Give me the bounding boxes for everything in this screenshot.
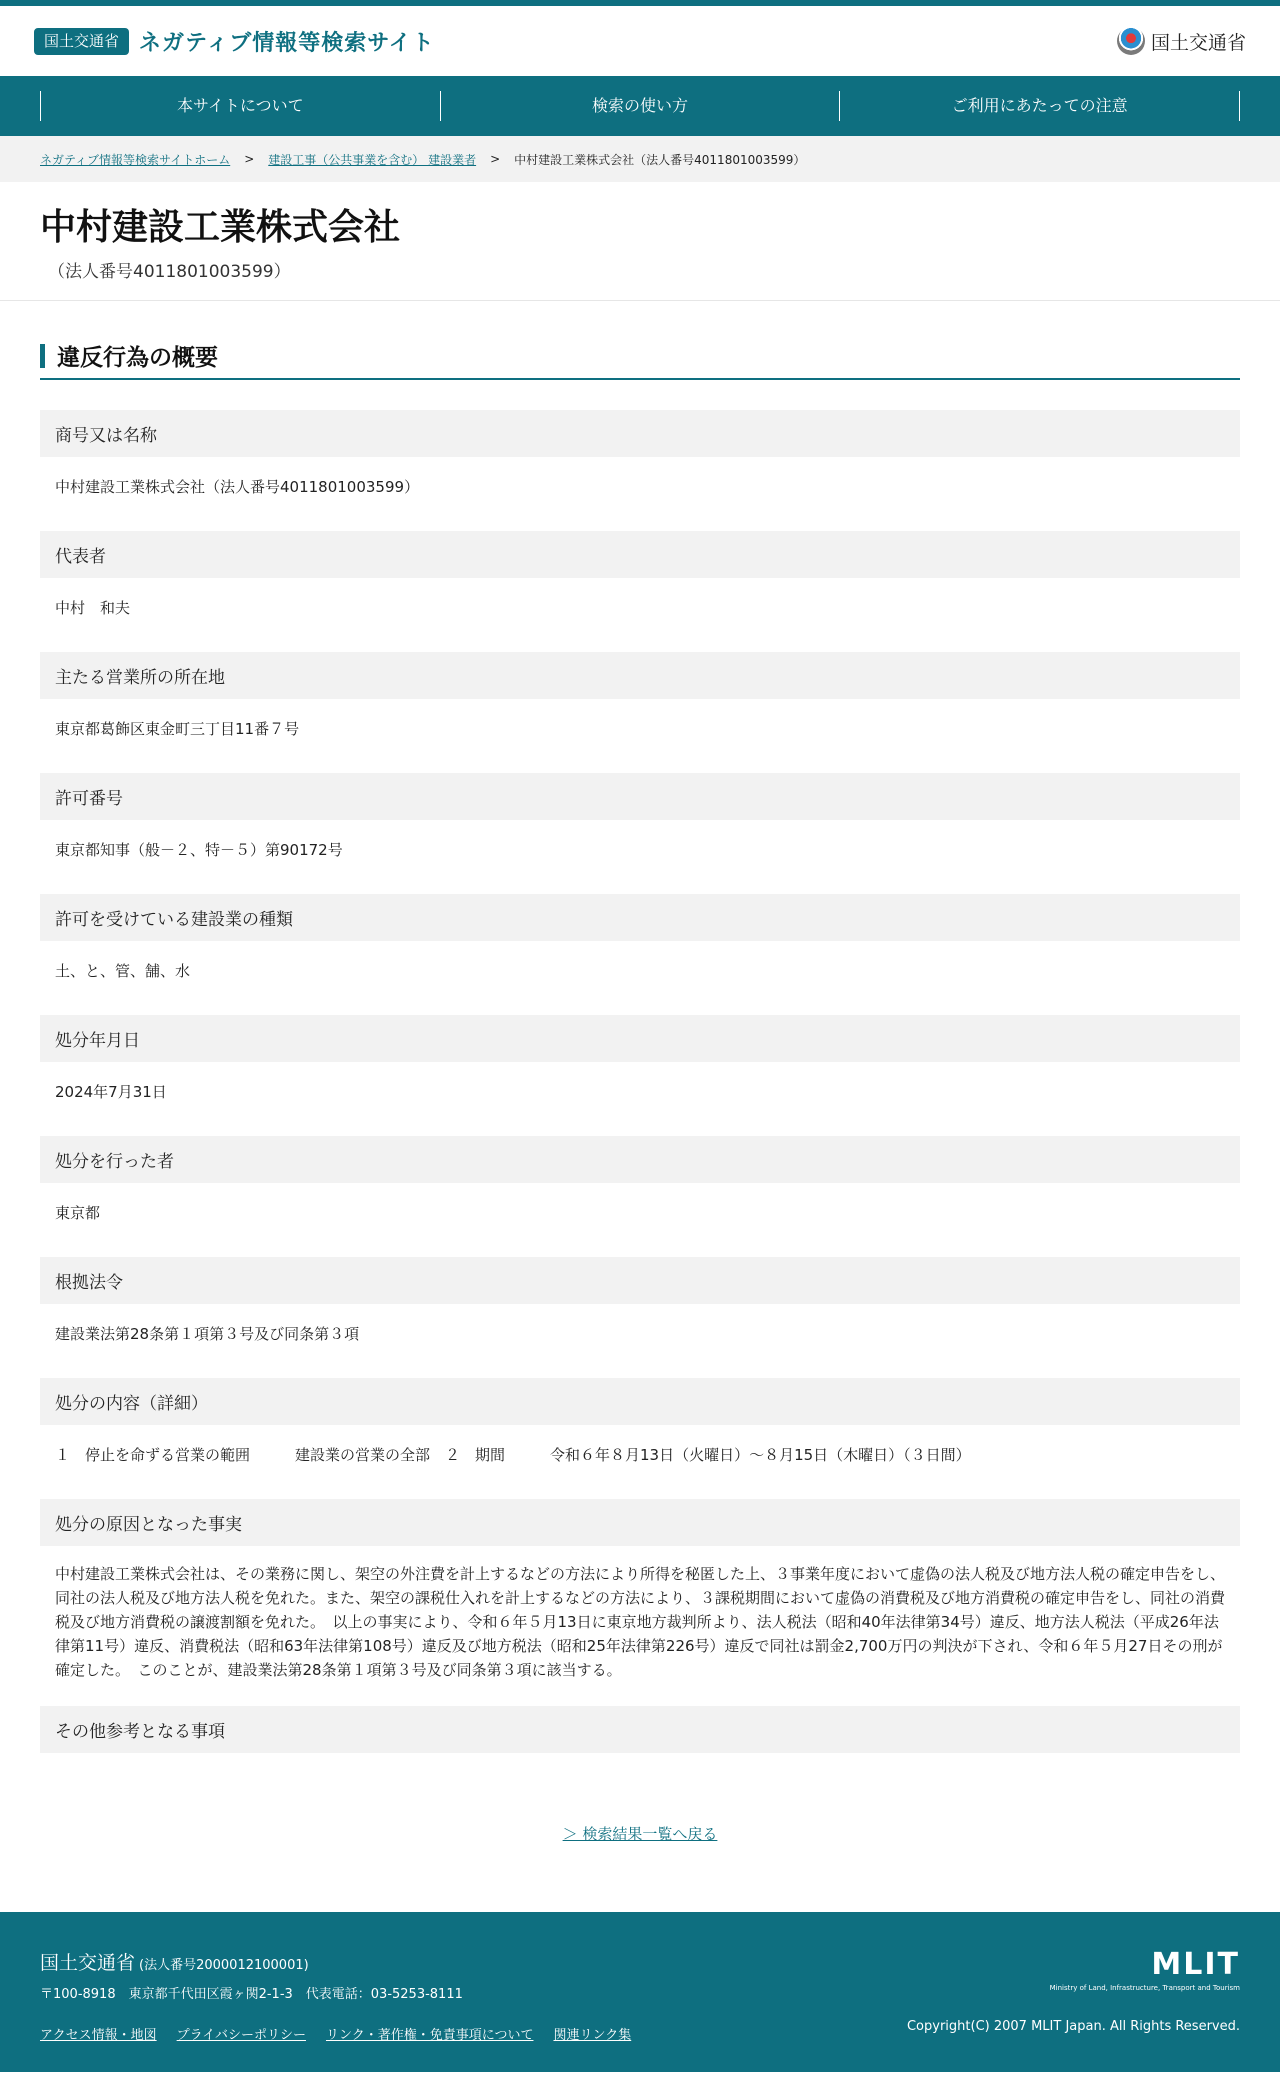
item-value: 東京都葛飾区東金町三丁目11番７号 (55, 720, 300, 739)
section-heading (40, 339, 1240, 380)
detail-item-license-types (40, 894, 1240, 1015)
back-link-wrap (40, 1823, 1240, 1844)
detail-item-disposition-date (40, 1015, 1240, 1136)
item-label: 主たる営業所の所在地 (40, 652, 1240, 699)
item-value: 中村建設工業株式会社（法人番号4011801003599） (55, 478, 420, 497)
ministry-logo[interactable] (1117, 27, 1246, 55)
detail-item-license-number (40, 773, 1240, 894)
item-value: 中村 和夫 (55, 599, 131, 618)
footer-org-number: (法人番号2000012100001) (139, 1958, 309, 1974)
detail-item-disposition-authority (40, 1136, 1240, 1257)
nav-item-about[interactable]: 本サイトについて (40, 91, 440, 121)
ministry-logo-text: 国土交通省 (1150, 31, 1246, 54)
detail-item-cause-facts (40, 1499, 1240, 1706)
nav-item-how-to-search[interactable]: 検索の使い方 (440, 91, 840, 121)
item-value: 2024年7月31日 (55, 1083, 167, 1102)
item-label: 処分の原因となった事実 (40, 1499, 1240, 1546)
item-label: 許可を受けている建設業の種類 (40, 894, 1240, 941)
breadcrumb (0, 136, 1280, 182)
detail-item-office-address (40, 652, 1240, 773)
corp-number: （法人番号4011801003599） (48, 262, 291, 283)
ministry-emblem-icon (1117, 27, 1145, 55)
ministry-badge: 国土交通省 (34, 28, 129, 55)
breadcrumb-separator: > (490, 152, 501, 166)
item-label: 代表者 (40, 531, 1240, 578)
nav-item-notes[interactable]: ご利用にあたっての注意 (839, 91, 1240, 121)
item-label: 商号又は名称 (40, 410, 1240, 457)
main-content (0, 301, 1280, 1844)
item-value: １ 停止を命ずる営業の範囲 建設業の営業の全部 ２ 期間 令和６年８月13日（火曜日）～８月15日（木曜日）（３日間） (55, 1446, 971, 1465)
breadcrumb-category-link[interactable]: 建設工事（公共事業を含む） 建設業者 (268, 152, 477, 167)
site-header (0, 6, 1280, 76)
section-heading-bar (40, 344, 45, 368)
footer-org-name: 国土交通省 (40, 1952, 136, 1975)
item-label: 処分年月日 (40, 1015, 1240, 1062)
detail-item-disposition-details (40, 1378, 1240, 1499)
item-value: 東京都 (55, 1204, 101, 1223)
detail-item-trade-name (40, 410, 1240, 531)
section-heading-text: 違反行為の概要 (57, 345, 218, 372)
footer-copyright: Copyright(C) 2007 MLIT Japan. All Rights Reserved. (906, 2019, 1240, 2035)
site-footer (0, 1912, 1280, 2072)
company-title-block (0, 182, 1280, 301)
footer-logo-subtitle: Ministry of Land, Infrastructure, Transport and Tourism (1049, 1984, 1240, 1993)
item-value: 東京都知事（般－２、特－５）第90172号 (55, 841, 343, 860)
item-label: 処分の内容（詳細） (40, 1378, 1240, 1425)
item-value: 中村建設工業株式会社は、その業務に関し、架空の外注費を計上するなどの方法により所得を秘匿した上、３事業年度において虚偽の法人税及び地方法人税の確定申告をし、同社の法人税及び地方法人税を免れた。また、架空の課税仕入れを計上するなどの方法により、３課税期間において虚偽の消費税及び地方消費税の確定申告をし、同社の消費税及び地方消費税の譲渡割額を免れた。 以上の事実により、令和６年５月13日に東京地方裁判所より、法人税法（昭和40年法律第34号）違反、地方法人税法（平成26年法律第11号）違反、消費税法（昭和63年法律第108号）違反及び地方税法（昭和25年法律第226号）違反で同社は罰金2,700万円の判決が下され、令和６年５月27日その刑が確定した。 このことが、建設業法第28条第１項第３号及び同条第３項に該当する。 (55, 1565, 1226, 1680)
detail-item-legal-basis (40, 1257, 1240, 1378)
site-title: ネガティブ情報等検索サイト (139, 30, 435, 56)
footer-link-copyright[interactable]: リンク・著作権・免責事項について (325, 2028, 534, 2044)
breadcrumb-current: 中村建設工業株式会社（法人番号4011801003599） (514, 152, 806, 167)
detail-item-representative (40, 531, 1240, 652)
footer-logo-mark: MLIT (1151, 1947, 1240, 1983)
breadcrumb-home-link[interactable]: ネガティブ情報等検索サイトホーム (40, 152, 231, 167)
footer-mlit-logo[interactable] (1049, 1947, 1240, 1993)
global-nav (0, 76, 1280, 136)
page-title: 中村建設工業株式会社 (40, 207, 401, 248)
breadcrumb-separator: > (244, 152, 255, 166)
item-value: 土、と、管、舗、水 (55, 962, 191, 981)
detail-item-other-references (40, 1706, 1240, 1753)
item-label: その他参考となる事項 (40, 1706, 1240, 1753)
footer-link-privacy[interactable]: プライバシーポリシー (176, 2028, 306, 2044)
item-value: 建設業法第28条第１項第３号及び同条第３項 (55, 1325, 360, 1344)
item-label: 処分を行った者 (40, 1136, 1240, 1183)
back-to-results-link[interactable]: ＞ 検索結果一覧へ戻る (562, 1825, 718, 1844)
item-label: 許可番号 (40, 773, 1240, 820)
footer-address: 〒100-8918 東京都千代田区霞ヶ関2-1-3 代表電話：03-5253-8111 (40, 1987, 463, 2003)
site-logo[interactable] (34, 26, 435, 57)
footer-link-access[interactable]: アクセス情報・地図 (40, 2028, 157, 2044)
item-label: 根拠法令 (40, 1257, 1240, 1304)
footer-link-related[interactable]: 関連リンク集 (553, 2028, 632, 2044)
